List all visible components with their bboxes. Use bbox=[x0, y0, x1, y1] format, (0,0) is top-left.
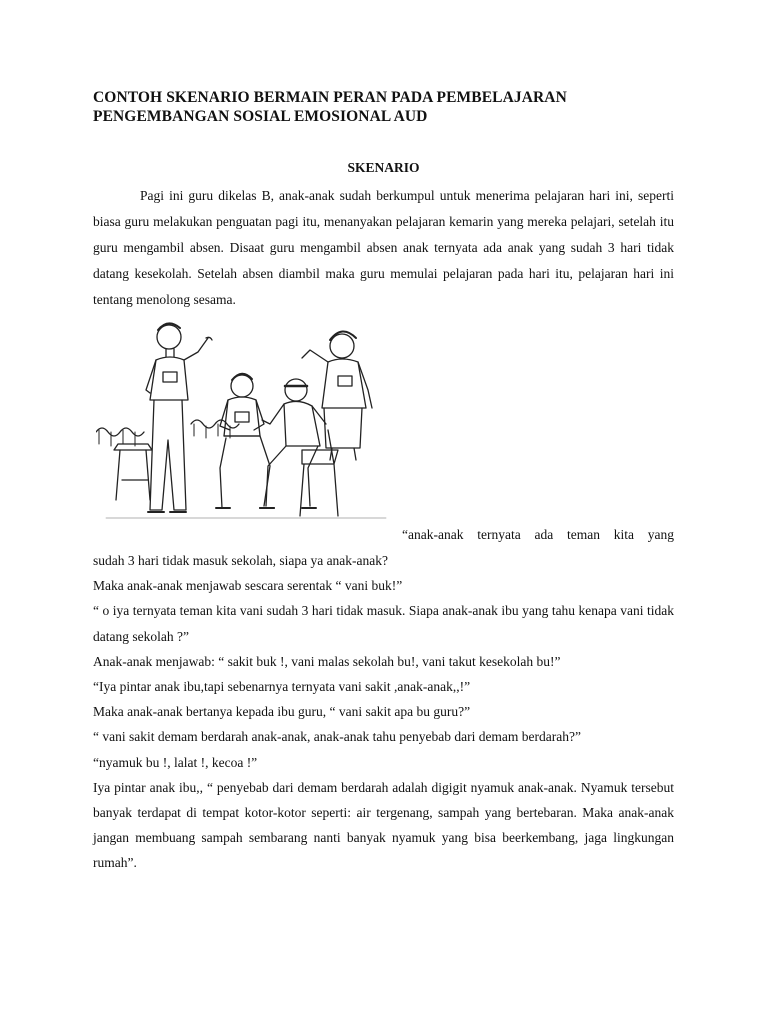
dialogue-line: Maka anak-anak menjawab sescara serentak “ vani buk!” bbox=[93, 578, 403, 594]
dialogue-line: Maka anak-anak bertanya kepada ibu guru, “ vani sakit apa bu guru?” bbox=[93, 704, 471, 720]
intro-paragraph: Pagi ini guru dikelas B, anak-anak sudah berkumpul untuk menerima pelajaran hari ini, seperti biasa guru melakukan penguatan pagi itu, menanyakan pelajaran kemarin yang mereka pelajari, setelah itu guru mengambil absen. Disaat guru mengambil absen anak ternyata ada anak yang sudah 3 hari tidak datang kesekolah. Setelah absen diambil maka guru memulai pelajaran pada hari itu, pelajaran hari ini tentang menolong sesama. bbox=[93, 188, 674, 307]
dialogue-line: “Iya pintar anak ibu,tapi sebenarnya ternyata vani sakit ,anak-anak,,!” bbox=[93, 679, 471, 695]
dialogue-line: “ o iya ternyata teman kita vani sudah 3 hari tidak masuk. Siapa anak-anak ibu yang tahu kenapa vani tidak datang sekolah ?” bbox=[93, 603, 674, 644]
dialogue-block bbox=[93, 548, 674, 876]
document-page bbox=[93, 88, 674, 871]
dialogue-line: Iya pintar anak ibu,, “ penyebab dari demam berdarah adalah digigit nyamuk anak-anak. Nyamuk tersebut banyak terdapat di tempat kotor-kotor seperti: air tergenang, sampah yang bertebaran. Maka anak-anak jangan membuang sampah sembarang nanti banyak nyamuk yang bisa beerkembang, jaga lingkungan rumah”. bbox=[93, 779, 674, 871]
classroom-illustration bbox=[96, 320, 396, 532]
dialogue-line: sudah 3 hari tidak masuk sekolah, siapa ya anak-anak? bbox=[93, 553, 389, 568]
section-heading: SKENARIO bbox=[347, 160, 420, 175]
dialogue-line: “ vani sakit demam berdarah anak-anak, anak-anak tahu penyebab dari demam berdarah?” bbox=[93, 729, 582, 745]
dialogue-line: “nyamuk bu !, lalat !, kecoa !” bbox=[93, 754, 258, 770]
document-title-line2: PENGEMBANGAN SOSIAL EMOSIONAL AUD bbox=[93, 108, 428, 125]
document-title-line1: CONTOH SKENARIO BERMAIN PERAN PADA PEMBELAJARAN bbox=[93, 89, 567, 106]
dialogue-start-line: “anak-anak ternyata ada teman kita yang bbox=[402, 527, 674, 542]
dialogue-line: Anak-anak menjawab: “ sakit buk !, vani malas sekolah bu!, vani takut kesekolah bu!” bbox=[93, 653, 561, 669]
